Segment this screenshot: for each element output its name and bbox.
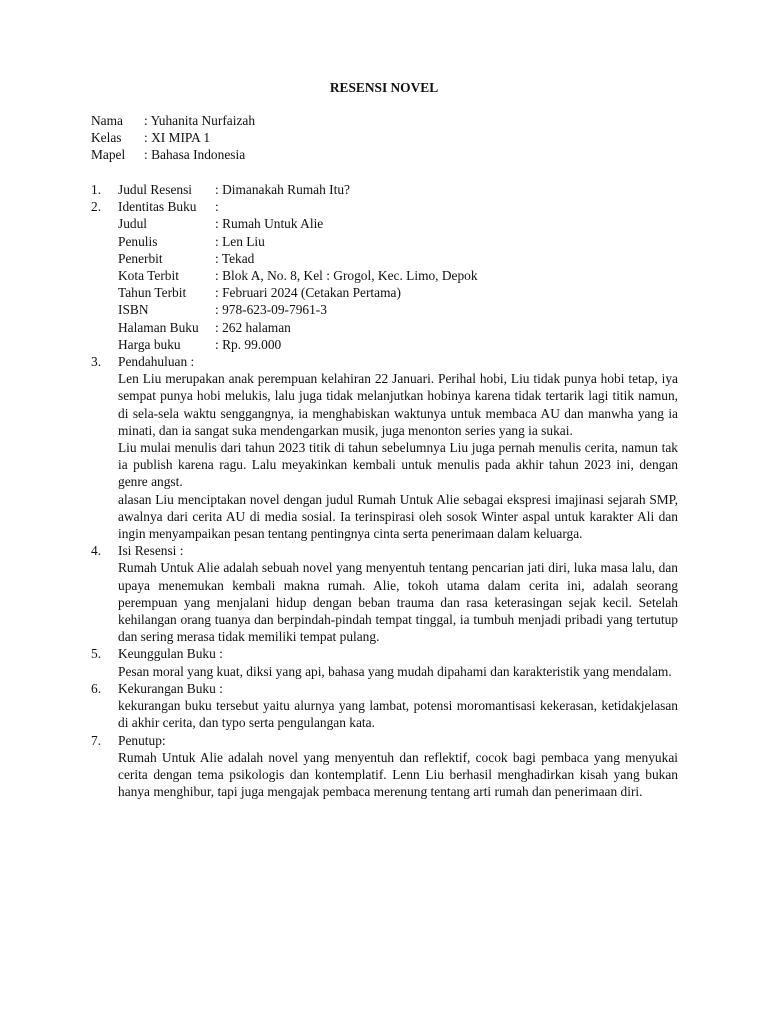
section-kekurangan xyxy=(91,680,678,732)
identity-label: Kota Terbit xyxy=(118,268,179,284)
identity-label: Harga buku xyxy=(118,336,181,352)
section-heading: Kekurangan Buku : xyxy=(118,680,223,696)
section-number: 1. xyxy=(91,182,102,197)
section-heading: Pendahuluan : xyxy=(118,354,195,370)
review-title-label: Judul Resensi xyxy=(118,182,193,197)
paragraph: kekurangan buku tersebut yaitu alurnya yang lambat, potensi moromantisasi kekerasan, ketidakjelasan di akhir cerita, dan typo serta pengulangan kata. xyxy=(118,698,678,731)
paragraph: Liu mulai menulis dari tahun 2023 titik di tahun sebelumnya Liu juga pernah menulis cerita, namun tak ia publish karena ragu. Lalu meyakinkan kembali untuk menulis pada akhir tahun 2023 ini, dengan genre angst. xyxy=(118,440,678,490)
identity-row-isbn xyxy=(118,301,678,318)
student-info xyxy=(91,112,255,164)
paragraph: Len Liu merupakan anak perempuan kelahiran 22 Januari. Perihal hobi, Liu tidak punya hobi tetap, iya sempat punya hobi melukis, lalu juga tidak melanjutkan hobinya karena tidak tertarik lagi titik namun, di sela-sela waktu senggangnya, ia menghabiskan waktunya untuk membaca AU dan manwha yang ia minati, dan ia sangat suka mendengarkan musik, juga menonton series yang ia sukai. xyxy=(118,371,678,438)
section-keunggulan xyxy=(91,645,678,679)
review-title-value: : Dimanakah Rumah Itu? xyxy=(215,182,350,197)
identity-value: : Rp. 99.000 xyxy=(215,336,282,352)
student-class-value: : XI MIPA 1 xyxy=(144,130,211,146)
identity-row-harga xyxy=(118,336,678,353)
section-number: 7. xyxy=(91,732,102,748)
identity-label: Halaman Buku xyxy=(118,319,199,335)
section-heading: Keunggulan Buku : xyxy=(118,646,223,662)
section-number: 3. xyxy=(91,354,102,370)
section-number: 2. xyxy=(91,199,102,215)
identity-value: : 978-623-09-7961-3 xyxy=(215,302,327,318)
identity-value: : Februari 2024 (Cetakan Pertama) xyxy=(215,285,401,301)
identity-value: : 262 halaman xyxy=(215,319,291,335)
student-name-label: Nama xyxy=(91,113,123,128)
student-subject-value: : Bahasa Indonesia xyxy=(144,147,246,163)
paragraph: Pesan moral yang kuat, diksi yang api, bahasa yang mudah dipahami dan karakteristik yang mendalam. xyxy=(118,663,672,679)
section-number: 5. xyxy=(91,646,102,662)
paragraph: Rumah Untuk Alie adalah sebuah novel yang menyentuh tentang pencarian jati diri, luka masa lalu, dan upaya menemukan kembali makna rumah. Alie, tokoh utama dalam cerita ini, adalah seorang perempuan yang menjalani hidup dengan beban trauma dan rasa keterasingan sejak kecil. Setelah kehilangan orang tuanya dan berpindah-pindah tempat tinggal, ia tumbuh menjadi pribadi yang tertutup dan sering merasa tidak memiliki tempat pulang. xyxy=(118,560,678,645)
section-number: 6. xyxy=(91,680,102,696)
section-number: 4. xyxy=(91,543,102,559)
section-heading: Isi Resensi : xyxy=(118,543,184,559)
student-name-value: : Yuhanita Nurfaizah xyxy=(144,113,256,128)
identity-label: ISBN xyxy=(118,302,149,318)
identity-label: Judul xyxy=(118,216,148,232)
section-pendahuluan xyxy=(91,353,678,542)
identity-row-kota-terbit xyxy=(118,267,678,284)
identity-value: : Blok A, No. 8, Kel : Grogol, Kec. Limo, Depok xyxy=(215,268,478,284)
identity-row-penulis xyxy=(118,233,678,250)
identity-value: : Rumah Untuk Alie xyxy=(215,216,324,232)
section-isi-resensi xyxy=(91,542,678,645)
identity-value: : Len Liu xyxy=(215,233,265,249)
paragraph: alasan Liu menciptakan novel dengan judul Rumah Untuk Alie sebagai ekspresi imajinasi sejarah SMP, awalnya dari cerita AU di media sosial. Ia terinspirasi oleh sosok Winter aspal untuk karakter Ali dan ingin menyampaikan pesan tentang pentingnya cinta serta penerimaan dalam keluarga. xyxy=(118,491,678,542)
review-content xyxy=(91,181,678,800)
identity-row-judul xyxy=(118,215,678,232)
identity-row-tahun-terbit xyxy=(118,284,678,301)
identity-label: Penerbit xyxy=(118,250,163,266)
identity-row-halaman xyxy=(118,319,678,336)
section-heading: Penutup: xyxy=(118,732,166,748)
identity-label: Penulis xyxy=(118,233,158,249)
section-judul-resensi xyxy=(91,181,678,198)
book-identity-label: Identitas Buku xyxy=(118,199,197,215)
student-subject-row xyxy=(91,146,255,163)
section-penutup xyxy=(91,732,678,801)
paragraph: Rumah Untuk Alie adalah novel yang menyentuh dan reflektif, cocok bagi pembaca yang menyukai cerita dengan tema psikologis dan kontemplatif. Lenn Liu berhasil menghadirkan kisah yang bukan hanya menghibur, tapi juga mengajak pembaca merenung tentang arti rumah dan penerimaan diri. xyxy=(118,749,678,800)
identity-label: Tahun Terbit xyxy=(118,285,187,301)
student-subject-label: Mapel xyxy=(91,147,126,163)
identity-value: : Tekad xyxy=(215,250,255,266)
page-title: RESENSI NOVEL xyxy=(329,80,439,95)
book-identity-colon: : xyxy=(215,199,219,215)
student-class-row xyxy=(91,129,255,146)
section-identitas-buku xyxy=(91,198,678,353)
student-name-row xyxy=(91,112,255,129)
student-class-label: Kelas xyxy=(91,130,122,146)
identity-row-penerbit xyxy=(118,250,678,267)
